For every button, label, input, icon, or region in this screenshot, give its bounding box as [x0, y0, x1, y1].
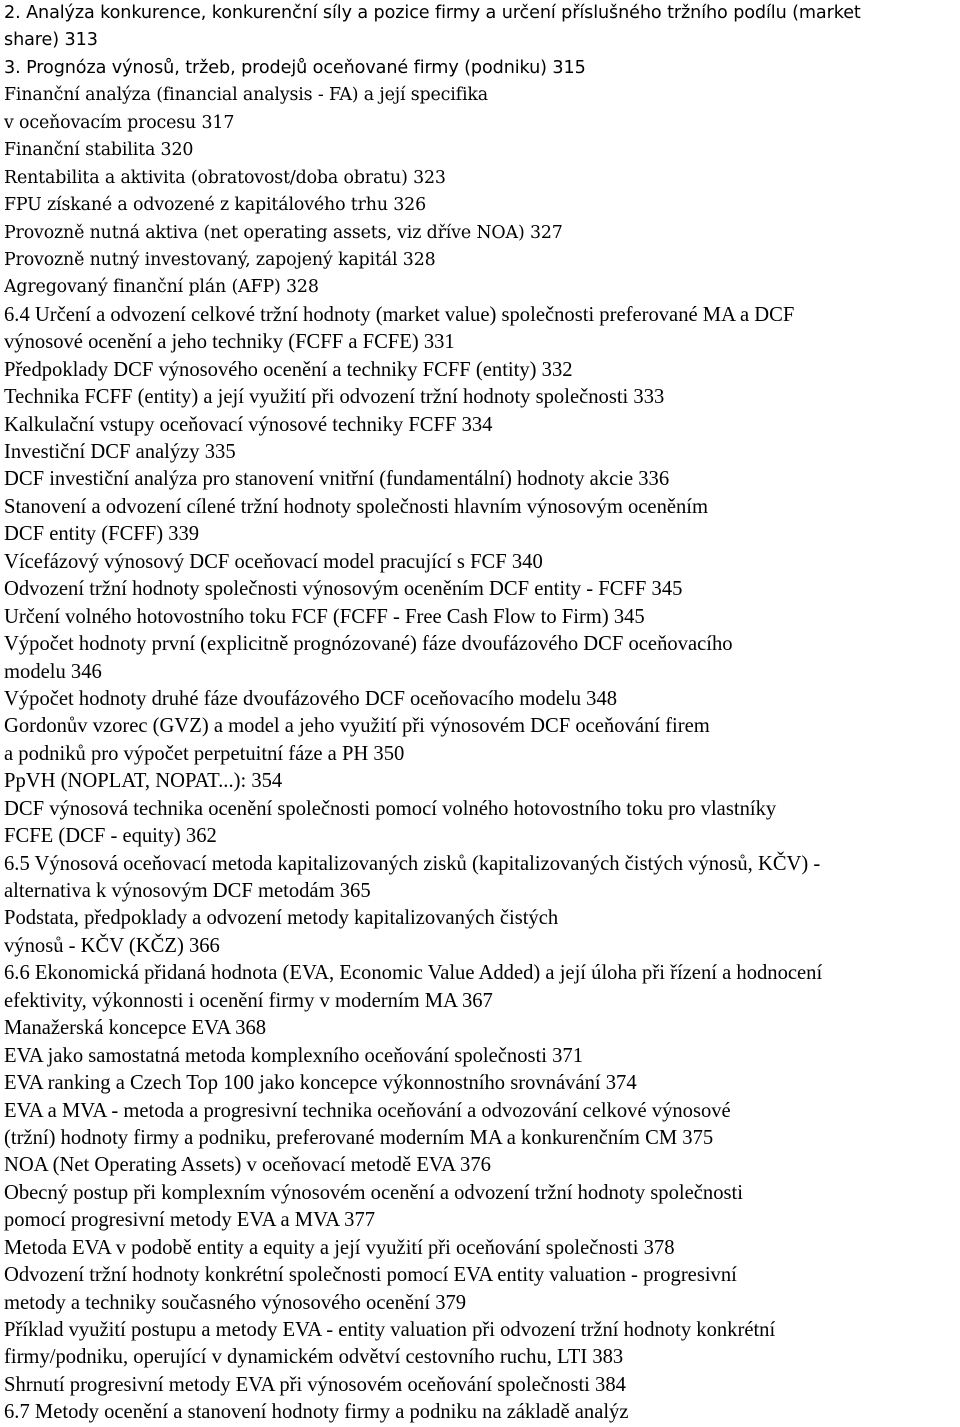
toc-line: výnosů - KČV (KČZ) 366 — [4, 934, 220, 957]
toc-line: Výpočet hodnoty první (explicitně prognózované) fáze dvoufázového DCF oceňovacího — [4, 633, 733, 656]
toc-line: Odvození tržní hodnoty společnosti výnosovým oceněním DCF entity - FCFF 345 — [4, 578, 683, 601]
toc-line: Rentabilita a aktivita (obratovost/doba obratu) 323 — [4, 167, 446, 188]
toc-line: a podniků pro výpočet perpetuitní fáze a PH 350 — [4, 742, 405, 765]
toc-line: pomocí progresivní metody EVA a MVA 377 — [4, 1209, 376, 1232]
toc-line: modelu 346 — [4, 660, 102, 683]
toc-line: Finanční stabilita 320 — [4, 140, 194, 161]
toc-line: metody a techniky současného výnosového ocenění 379 — [4, 1291, 467, 1314]
toc-line: Výpočet hodnoty druhé fáze dvoufázového DCF oceňovacího modelu 348 — [4, 687, 618, 710]
toc-line: Provozně nutný investovaný, zapojený kapitál 328 — [4, 249, 436, 270]
toc-line: 6.7 Metody ocenění a stanovení hodnoty firmy a podniku na základě analýz — [4, 1401, 629, 1424]
toc-line: NOA (Net Operating Assets) v oceňovací metodě EVA 376 — [4, 1154, 491, 1177]
toc-line: Gordonův vzorec (GVZ) a model a jeho využití při výnosovém DCF oceňování firem — [4, 715, 710, 738]
toc-line: Určení volného hotovostního toku FCF (FCFF - Free Cash Flow to Firm) 345 — [4, 605, 645, 628]
toc-line: Vícefázový výnosový DCF oceňovací model pracující s FCF 340 — [4, 550, 543, 573]
toc-line: Finanční analýza (financial analysis - FA) a její specifika — [4, 85, 488, 106]
toc-line: Investiční DCF analýzy 335 — [4, 441, 236, 463]
toc-line: Předpoklady DCF výnosového ocenění a techniky FCFF (entity) 332 — [4, 358, 573, 381]
toc-line: 6.5 Výnosová oceňovací metoda kapitalizovaných zisků (kapitalizovaných čistých výnosů, KČV) - — [4, 852, 821, 875]
toc-line: Metoda EVA v podobě entity a equity a její využití při oceňování společnosti 378 — [4, 1236, 675, 1259]
toc-line: 3. Prognóza výnosů, tržeb, prodejů oceňované firmy (podniku) 315 — [4, 57, 586, 78]
toc-line: FCFE (DCF - equity) 362 — [4, 825, 217, 848]
toc-line: (tržní) hodnoty firmy a podniku, preferované moderním MA a konkurenčním CM 375 — [4, 1126, 714, 1149]
toc-line: Stanovení a odvození cílené tržní hodnoty společnosti hlavním výnosovým oceněním — [4, 495, 709, 518]
table-of-contents — [4, 0, 956, 1427]
toc-line: v oceňovacím procesu 317 — [4, 112, 235, 133]
toc-line: Shrnutí progresivní metody EVA při výnosovém oceňování společnosti 384 — [4, 1373, 626, 1396]
toc-line: Provozně nutná aktiva (net operating assets, viz dříve NOA) 327 — [4, 222, 563, 243]
toc-line: Odvození tržní hodnoty konkrétní společnosti pomocí EVA entity valuation - progresivní — [4, 1264, 737, 1287]
toc-line: share) 313 — [4, 30, 98, 51]
toc-line: DCF investiční analýza pro stanovení vnitřní (fundamentální) hodnoty akcie 336 — [4, 468, 670, 491]
toc-line: Podstata, předpoklady a odvození metody kapitalizovaných čistých — [4, 907, 559, 930]
toc-line: efektivity, výkonnosti i ocenění firmy v moderním MA 367 — [4, 989, 493, 1012]
toc-line: firmy/podniku, operující v dynamickém odvětví cestovního ruchu, LTI 383 — [4, 1346, 624, 1369]
toc-line: DCF výnosová technika ocenění společnosti pomocí volného hotovostního toku pro vlastníky — [4, 797, 777, 820]
toc-line: EVA a MVA - metoda a progresivní technika oceňování a odvozování celkové výnosové — [4, 1099, 731, 1122]
toc-line: Obecný postup při komplexním výnosovém ocenění a odvození tržní hodnoty společnosti — [4, 1181, 743, 1204]
toc-line: Agregovaný finanční plán (AFP) 328 — [4, 277, 319, 298]
toc-line: 6.6 Ekonomická přidaná hodnota (EVA, Economic Value Added) a její úloha při řízení a hodnocení — [4, 962, 823, 985]
toc-line: Manažerská koncepce EVA 368 — [4, 1017, 267, 1040]
toc-line: alternativa k výnosovým DCF metodám 365 — [4, 880, 371, 902]
toc-line: FPU získané a odvozené z kapitálového trhu 326 — [4, 195, 427, 216]
toc-line: DCF entity (FCFF) 339 — [4, 523, 200, 546]
toc-line: Technika FCFF (entity) a její využití při odvození tržní hodnoty společnosti 333 — [4, 386, 665, 409]
toc-line: EVA ranking a Czech Top 100 jako koncepce výkonnostního srovnávání 374 — [4, 1072, 637, 1095]
toc-line: Kalkulační vstupy oceňovací výnosové techniky FCFF 334 — [4, 413, 493, 436]
toc-line: Příklad využití postupu a metody EVA - entity valuation při odvození tržní hodnoty konkrétní — [4, 1319, 776, 1341]
toc-line: 6.4 Určení a odvození celkové tržní hodnoty (market value) společnosti preferované MA a DCF — [4, 303, 795, 326]
toc-line: EVA jako samostatná metoda komplexního oceňování společnosti 371 — [4, 1044, 584, 1067]
toc-line: PpVH (NOPLAT, NOPAT...): 354 — [4, 770, 283, 793]
toc-line: výnosové ocenění a jeho techniky (FCFF a FCFE) 331 — [4, 331, 455, 354]
toc-line: 2. Analýza konkurence, konkurenční síly a pozice firmy a určení příslušného tržního podílu (market — [4, 3, 861, 23]
